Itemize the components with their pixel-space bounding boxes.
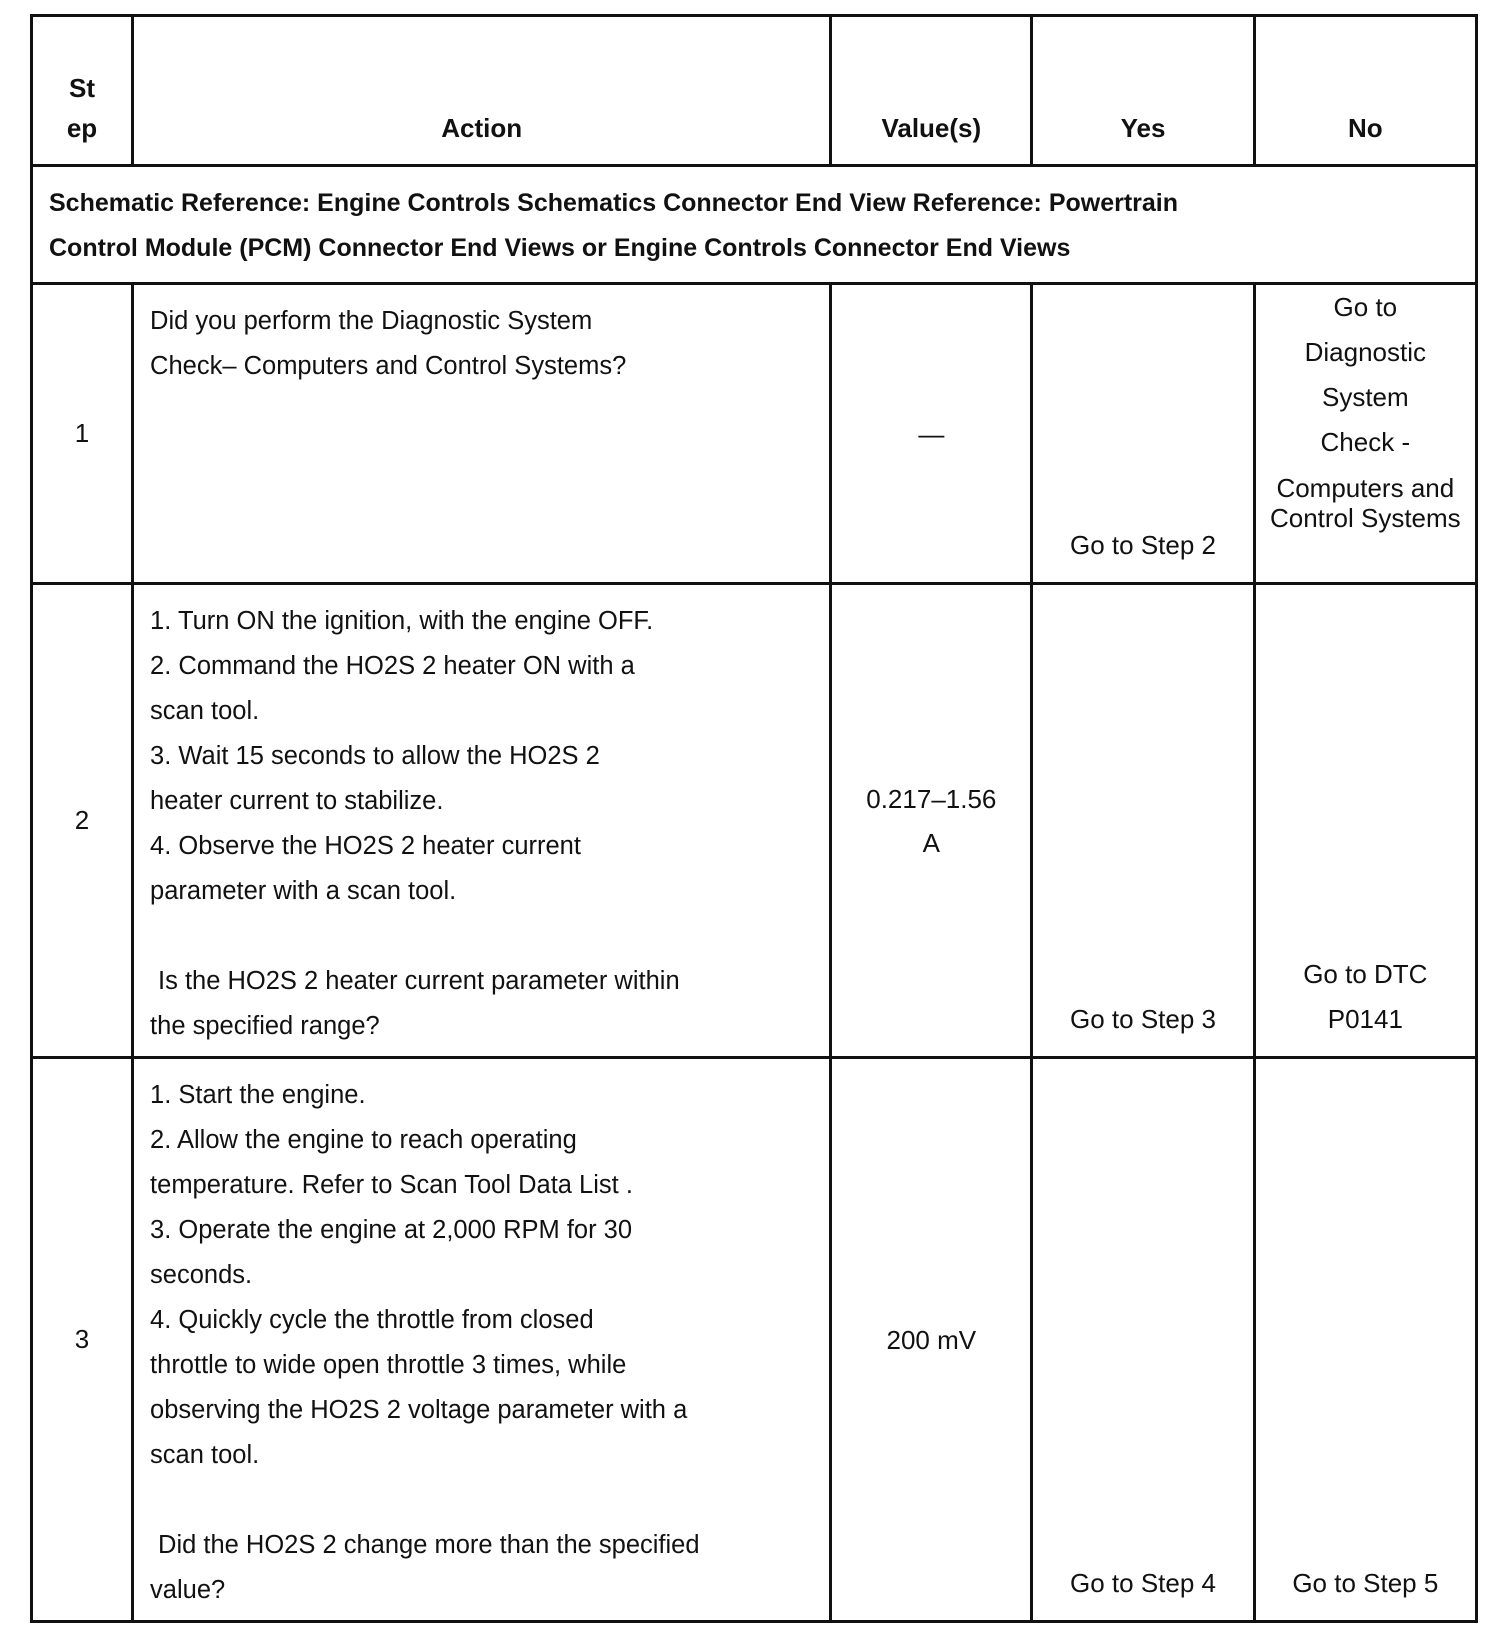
header-no xyxy=(1254,16,1476,166)
question-line: the specified range? xyxy=(150,1012,380,1040)
action-line: Check– Computers and Control Systems? xyxy=(150,352,627,380)
no-line: Computers and xyxy=(1276,473,1455,503)
action-line: observing the HO2S 2 voltage parameter with a xyxy=(150,1396,688,1424)
header-values-label: Value(s) xyxy=(881,113,982,143)
action-line: parameter with a scan tool. xyxy=(150,877,457,905)
action-line: 1. Start the engine. xyxy=(150,1081,366,1109)
header-yes-label: Yes xyxy=(1120,113,1166,143)
action-line: 3. Operate the engine at 2,000 RPM for 30 xyxy=(150,1216,633,1244)
table-row xyxy=(32,284,1477,584)
header-step xyxy=(32,16,133,166)
schematic-reference xyxy=(32,166,1477,284)
yes-link[interactable]: Go to Step 3 xyxy=(1070,1004,1216,1034)
no-cell xyxy=(1254,584,1476,1058)
yes-cell xyxy=(1032,1058,1254,1622)
header-step-line1: St xyxy=(69,73,96,103)
action-line: 4. Quickly cycle the throttle from closed xyxy=(150,1306,594,1334)
no-link[interactable]: Go to Step 5 xyxy=(1292,1568,1439,1598)
no-link[interactable] xyxy=(1256,952,1475,1042)
no-line: Check - xyxy=(1320,427,1411,457)
value-cell xyxy=(831,584,1032,1058)
step-number: 1 xyxy=(32,284,133,584)
action-line: 2. Command the HO2S 2 heater ON with a xyxy=(150,652,635,680)
no-line: System xyxy=(1321,382,1409,412)
action-line: 1. Turn ON the ignition, with the engine OFF. xyxy=(150,607,654,635)
question-line: Is the HO2S 2 heater current parameter within xyxy=(158,967,680,995)
header-no-label: No xyxy=(1347,113,1383,143)
table-row xyxy=(32,1058,1477,1622)
no-line: Go to DTC xyxy=(1303,959,1428,989)
header-values xyxy=(831,16,1032,166)
value-line: 0.217–1.56 xyxy=(866,783,997,814)
value-cell: — xyxy=(831,284,1032,584)
header-step-line2: ep xyxy=(66,113,98,143)
value-line: A xyxy=(922,827,940,858)
action-line: throttle to wide open throttle 3 times, while xyxy=(150,1351,627,1379)
yes-link[interactable]: Go to Step 4 xyxy=(1070,1568,1216,1598)
action-line: 2. Allow the engine to reach operating xyxy=(150,1126,577,1154)
yes-cell xyxy=(1032,584,1254,1058)
action-cell xyxy=(133,284,831,584)
action-cell xyxy=(133,1058,831,1622)
no-line: Control Systems xyxy=(1269,503,1461,533)
action-line: 3. Wait 15 seconds to allow the HO2S 2 xyxy=(150,742,600,770)
no-line: Diagnostic xyxy=(1304,337,1427,367)
header-yes xyxy=(1032,16,1254,166)
action-line: Did you perform the Diagnostic System xyxy=(150,307,593,335)
reference-row xyxy=(32,166,1477,284)
action-line: scan tool. xyxy=(150,697,260,725)
action-line: heater current to stabilize. xyxy=(150,787,444,815)
reference-line-1: Schematic Reference: Engine Controls Schematics Connector End View Reference: Powertrain xyxy=(49,189,1179,217)
action-line: temperature. Refer to Scan Tool Data List . xyxy=(150,1171,633,1199)
step-number: 2 xyxy=(32,584,133,1058)
no-line: P0141 xyxy=(1327,1004,1403,1034)
table-row xyxy=(32,584,1477,1058)
reference-line-2: Control Module (PCM) Connector End Views or Engine Controls Connector End Views xyxy=(49,234,1071,262)
no-cell xyxy=(1254,1058,1476,1622)
action-line: 4. Observe the HO2S 2 heater current xyxy=(150,832,581,860)
no-line: Go to xyxy=(1333,292,1398,322)
yes-link[interactable]: Go to Step 2 xyxy=(1070,530,1216,560)
header-action-label: Action xyxy=(441,113,523,143)
no-cell[interactable] xyxy=(1254,284,1476,584)
yes-cell xyxy=(1032,284,1254,584)
question-line: value? xyxy=(150,1576,226,1604)
action-line: seconds. xyxy=(150,1261,253,1289)
action-line: scan tool. xyxy=(150,1441,260,1469)
header-action xyxy=(133,16,831,166)
diagnostic-table xyxy=(30,14,1478,1623)
step-number: 3 xyxy=(32,1058,133,1622)
action-cell xyxy=(133,584,831,1058)
question-line: Did the HO2S 2 change more than the specified xyxy=(158,1531,700,1559)
value-cell: 200 mV xyxy=(831,1058,1032,1622)
header-row xyxy=(32,16,1477,166)
